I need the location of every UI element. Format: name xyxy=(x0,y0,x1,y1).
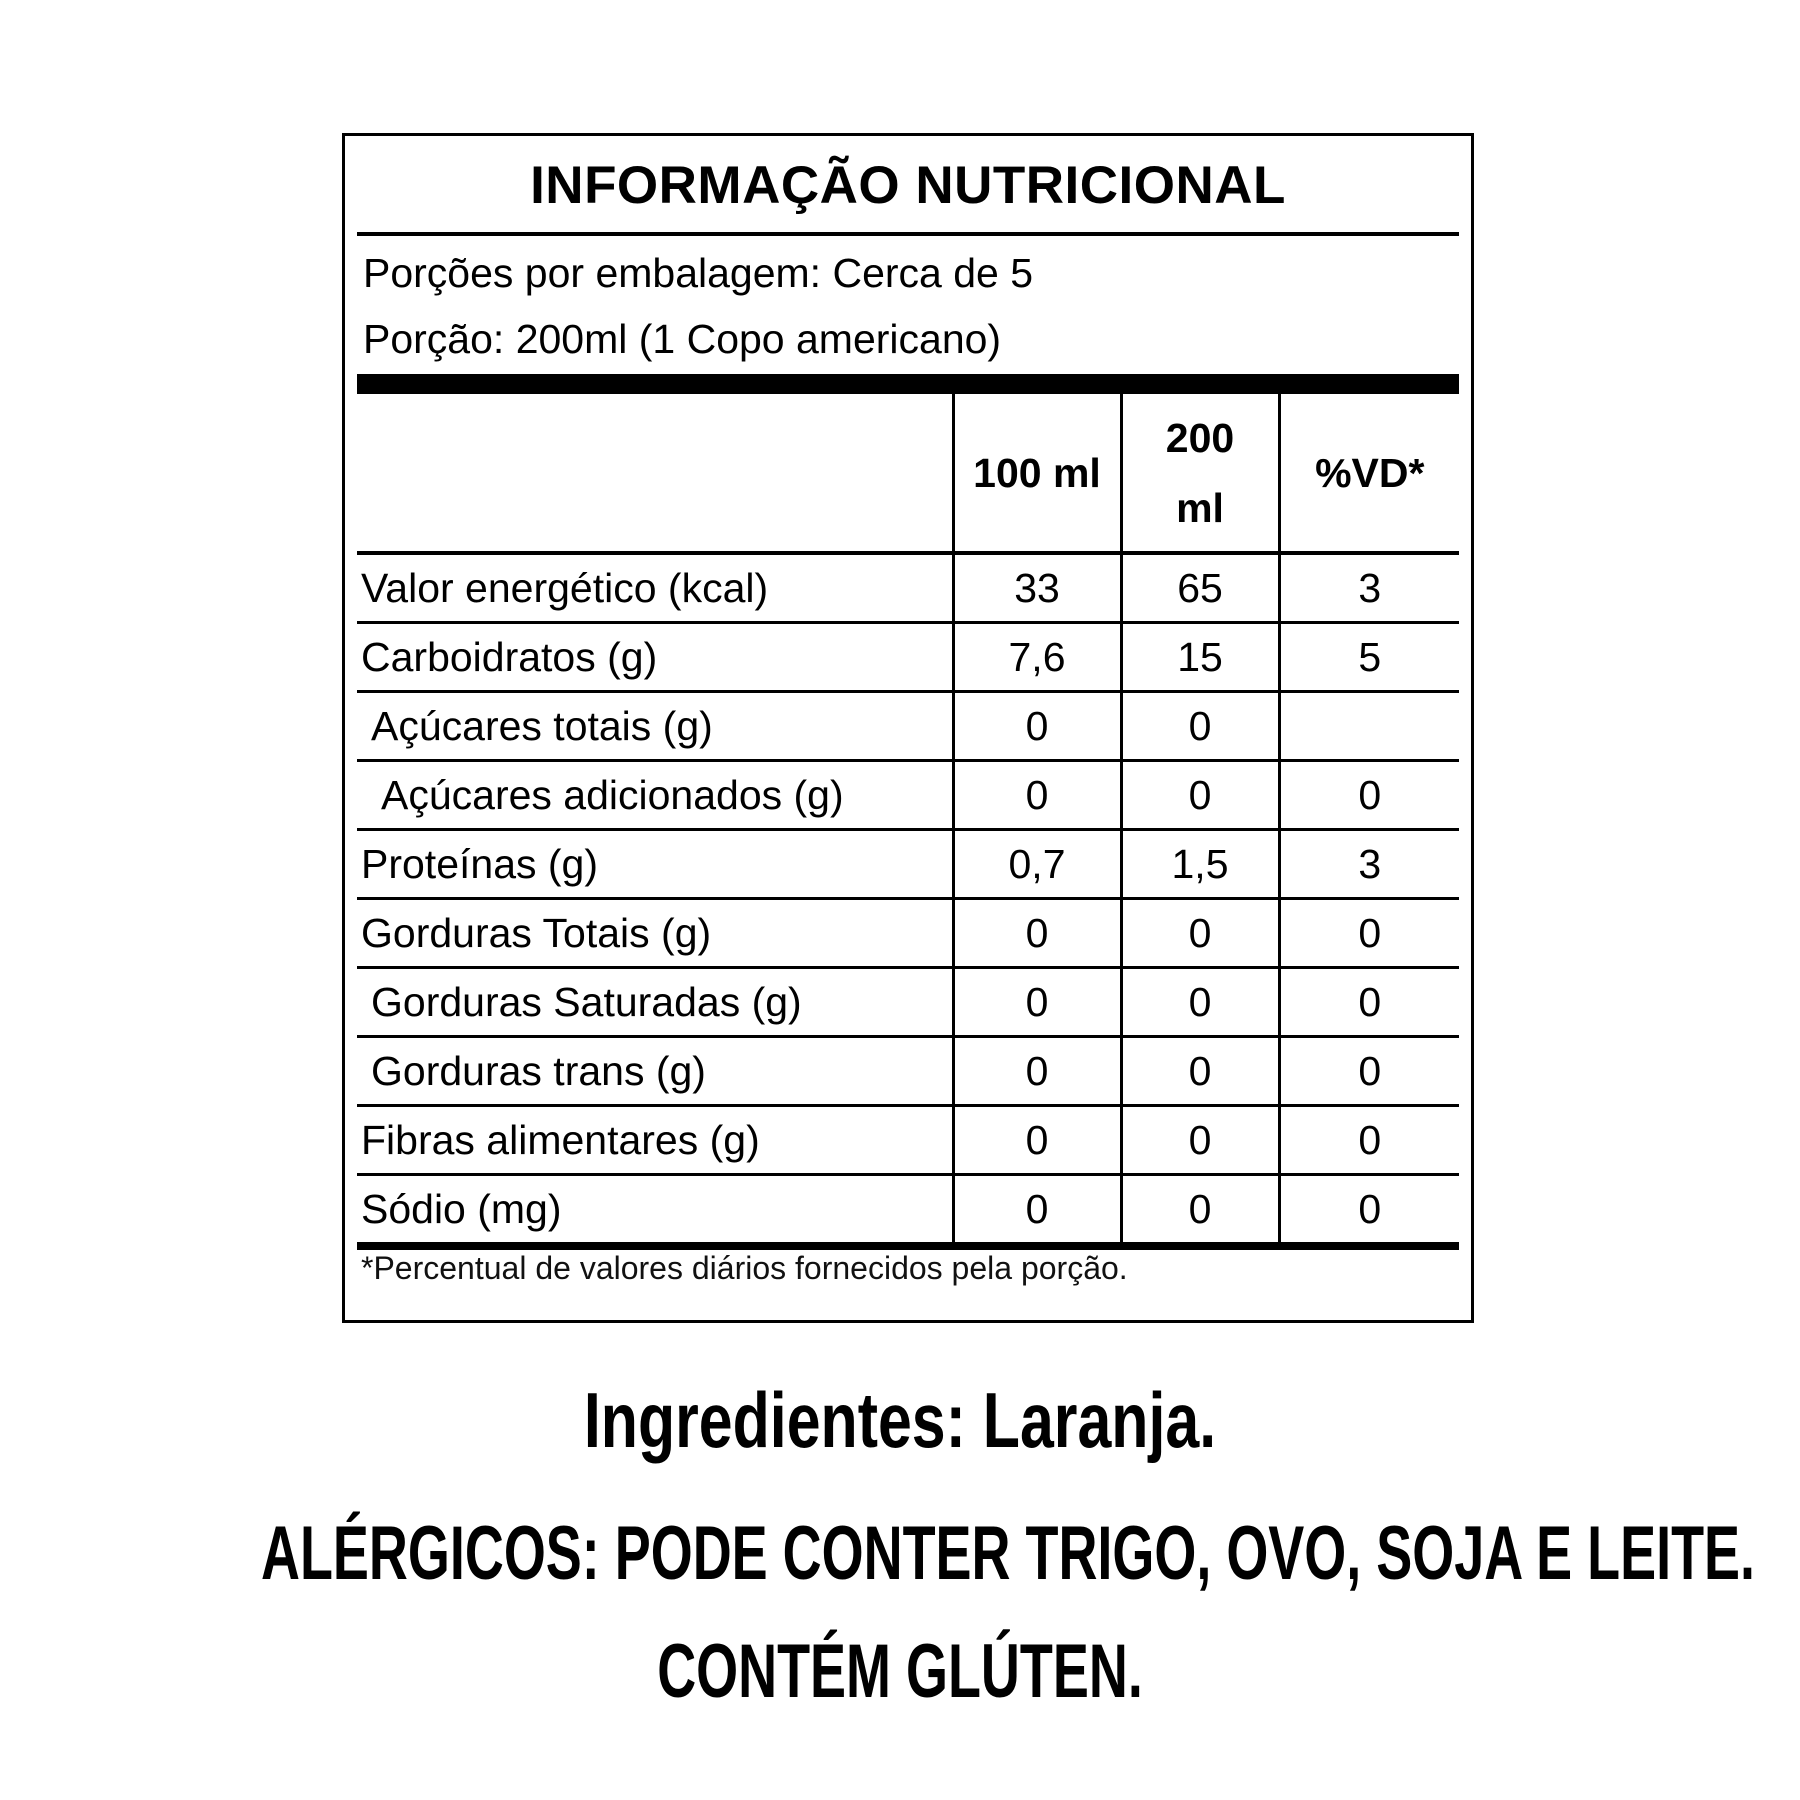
nutrient-name: Gorduras trans (g) xyxy=(357,1037,953,1106)
table-row xyxy=(357,1037,1459,1106)
value-daily-percent: 3 xyxy=(1279,830,1459,899)
table-row xyxy=(357,553,1459,623)
header-nutrient xyxy=(357,394,953,553)
header-200ml-label: 200 ml xyxy=(1165,414,1235,531)
value-100ml: 0 xyxy=(953,1106,1121,1175)
nutrient-name: Fibras alimentares (g) xyxy=(357,1106,953,1175)
nutrition-table xyxy=(357,394,1459,1250)
value-100ml: 0 xyxy=(953,1037,1121,1106)
nutrient-name: Proteínas (g) xyxy=(357,830,953,899)
value-200ml: 0 xyxy=(1121,1037,1279,1106)
title-divider xyxy=(357,232,1459,236)
nutrient-name: Sódio (mg) xyxy=(357,1175,953,1247)
value-daily-percent: 0 xyxy=(1279,1175,1459,1247)
value-100ml: 0 xyxy=(953,692,1121,761)
header-100ml: 100 ml xyxy=(953,394,1121,553)
table-row xyxy=(357,830,1459,899)
value-100ml: 0 xyxy=(953,1175,1121,1247)
nutrient-name: Açúcares totais (g) xyxy=(357,692,953,761)
nutrient-name: Gorduras Saturadas (g) xyxy=(357,968,953,1037)
header-200ml xyxy=(1121,394,1279,553)
nutrition-facts-panel xyxy=(342,133,1474,1323)
allergens-warning: ALÉRGICOS: PODE CONTER TRIGO, OVO, SOJA E LEITE. xyxy=(261,1511,1756,1596)
value-100ml: 0 xyxy=(953,968,1121,1037)
value-200ml: 0 xyxy=(1121,761,1279,830)
value-100ml: 0 xyxy=(953,899,1121,968)
value-200ml: 0 xyxy=(1121,1175,1279,1247)
value-200ml: 0 xyxy=(1121,899,1279,968)
value-100ml: 33 xyxy=(953,553,1121,623)
value-daily-percent: 3 xyxy=(1279,553,1459,623)
table-row xyxy=(357,761,1459,830)
servings-per-package: Porções por embalagem: Cerca de 5 xyxy=(363,250,1034,296)
table-row xyxy=(357,1175,1459,1247)
gluten-warning: CONTÉM GLÚTEN. xyxy=(657,1629,1143,1714)
ingredients-text: Ingredientes: Laranja. xyxy=(583,1376,1217,1464)
nutrient-name: Açúcares adicionados (g) xyxy=(357,761,953,830)
nutrition-title: INFORMAÇÃO NUTRICIONAL xyxy=(530,156,1286,215)
table-header-row xyxy=(357,394,1459,553)
value-100ml: 7,6 xyxy=(953,623,1121,692)
header-daily-value: %VD* xyxy=(1279,394,1459,553)
value-100ml: 0 xyxy=(953,761,1121,830)
value-daily-percent xyxy=(1279,692,1459,761)
value-200ml: 0 xyxy=(1121,692,1279,761)
daily-value-footnote: *Percentual de valores diários fornecidos pela porção. xyxy=(361,1250,1128,1286)
value-200ml: 1,5 xyxy=(1121,830,1279,899)
portion-size: Porção: 200ml (1 Copo americano) xyxy=(363,316,1002,362)
table-row xyxy=(357,1106,1459,1175)
value-daily-percent: 0 xyxy=(1279,899,1459,968)
nutrient-name: Valor energético (kcal) xyxy=(357,553,953,623)
value-daily-percent: 0 xyxy=(1279,1037,1459,1106)
nutrient-name: Gorduras Totais (g) xyxy=(357,899,953,968)
value-daily-percent: 0 xyxy=(1279,761,1459,830)
value-100ml: 0,7 xyxy=(953,830,1121,899)
table-row xyxy=(357,692,1459,761)
thick-divider xyxy=(357,374,1459,394)
value-daily-percent: 5 xyxy=(1279,623,1459,692)
value-daily-percent: 0 xyxy=(1279,968,1459,1037)
value-daily-percent: 0 xyxy=(1279,1106,1459,1175)
value-200ml: 0 xyxy=(1121,1106,1279,1175)
value-200ml: 0 xyxy=(1121,968,1279,1037)
value-200ml: 15 xyxy=(1121,623,1279,692)
table-row xyxy=(357,968,1459,1037)
value-200ml: 65 xyxy=(1121,553,1279,623)
table-row xyxy=(357,899,1459,968)
table-row xyxy=(357,623,1459,692)
nutrient-name: Carboidratos (g) xyxy=(357,623,953,692)
